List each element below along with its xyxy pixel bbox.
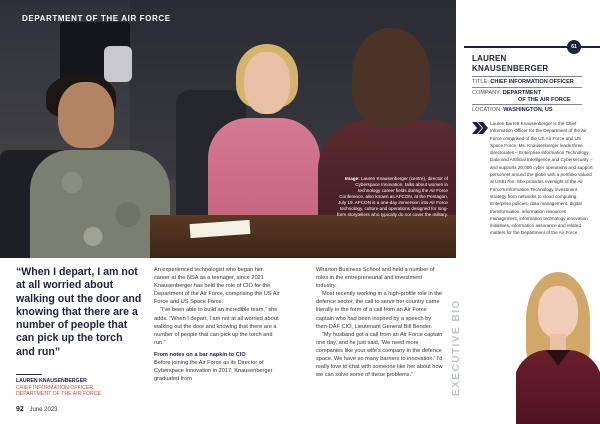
article-column-1: [154, 266, 280, 383]
caption-text: Lauren Knausenberger (centre), director of Cyberspace Innovation, talks about women in technology career fields during the Air Force Conference, also known as AFCON, at the Pentagon, July 19. AFCON is a one-day immersion into Air Force technology, culture and operations designed for long-form storytellers who typically do not cover the military.: [337, 176, 448, 217]
profile-bio: Lauren Barrett Knausenberger is the Chief Information Officer for the Department of the Air Force comprised of the US Air Force and US Space Force. Ms. Knausenberger leads three directorates – Enterprise Information Technology, Data and Artificial Intelligence and Cybersecurity – and supports 20,000 cyber operations and support personnel around the globe with a portfolio valued at US$17bn. She provides oversight of the Air Force's Information Technology investment strategy from networks to cloud computing. Enterprise policies, data management, digital transformation, information resources management, information technology innovation initiatives, information assurance and related matters for the Department of the Air Force.: [490, 121, 593, 236]
article-paragraph: Before joining the Air Force as its Director of Cyberspace Innovation in 2017, Knausenberger graduated from: [154, 360, 273, 383]
quote-attribution: [16, 378, 144, 398]
page-footer: [16, 406, 58, 413]
profile-company-row: [472, 87, 582, 104]
name-first: LAUREN: [472, 54, 507, 63]
location-value: WASHINGTON, US: [503, 107, 553, 113]
attribution-role-1: CHIEF INFORMATION OFFICER,: [16, 384, 95, 391]
caption-prefix: Image:: [344, 176, 360, 181]
quote-divider: [16, 374, 42, 375]
article-paragraph: An experienced technologist who began her career at the NSA as a teenager, since 2021 Knausenberger has held the role of CIO for the Department of the Air Force, comprising the US Air Force and US Space Force.: [154, 267, 280, 306]
title-key: TITLE:: [472, 79, 489, 85]
article-paragraph: “My husband got a call from an Air Force captain one day, and he just said, 'We need more companies like your wife's company in the defence space. We have so many barriers to innovation.' I'd really love to chat with someone like her about how we can solve some of these problems.”: [316, 331, 443, 379]
article-paragraph: “I've been able to build an incredible team,” she adds. “When I depart, I am not at all worried about walking out the door and knowing that there are a number of people that can pick up the torch and run.”: [154, 307, 279, 346]
company-value: DEPARTMENT: [502, 90, 542, 96]
location-key: LOCATION:: [472, 107, 502, 113]
profile-location-row: [472, 104, 582, 114]
photo-man-head: [352, 28, 430, 128]
hero-photo: [0, 0, 456, 258]
company-value-2: OF THE AIR FORCE: [518, 97, 571, 103]
photo-speaker-face: [244, 52, 290, 114]
article-column-2: [316, 266, 444, 379]
photo-microphone: [104, 46, 132, 82]
photo-caption: [336, 176, 448, 218]
attribution-name: LAUREN KNAUSENBERGER: [16, 378, 87, 384]
photo-speaker-jacket: [208, 118, 320, 228]
company-key: COMPANY:: [472, 90, 502, 96]
title-value: CHIEF INFORMATION OFFICER: [490, 79, 574, 85]
name-last: KNAUSENBERGER: [472, 63, 549, 73]
executive-portrait: [516, 268, 600, 424]
page-number: 92: [16, 406, 24, 413]
page-badge: 61: [567, 40, 581, 54]
profile-title-row: [472, 76, 582, 86]
photo-soldier-head: [58, 82, 114, 148]
issue-date: June 2023: [29, 407, 58, 413]
attribution-role-2: DEPARTMENT OF THE AIR FORCE: [16, 391, 101, 397]
photo-soldier-uniform: [30, 150, 170, 258]
article-subheading: From notes on a bar napkin to CIO: [154, 351, 246, 358]
chevron-right-icon: [472, 122, 488, 134]
portrait-face: [538, 286, 578, 338]
section-label: DEPARTMENT OF THE AIR FORCE: [22, 14, 171, 23]
pull-quote: “When I depart, I am not at all worried about walking out the door and knowing that there are a number of people that can pick up the torch and run”: [16, 266, 142, 358]
executive-bio-label: EXECUTIVE BIO: [451, 299, 462, 396]
article-paragraph: Most recently working in a high-profile role in the defence sector, the call to serve her country came literally in the form of a call from an Air Force captain who had been inspired by a speech by then-DAF CIO, Lieutenant General Bill Bender.: [316, 291, 443, 330]
profile-name: [472, 54, 582, 73]
article-paragraph: Wharton Business School and held a number of roles in the entrepreneurial and investment industry.: [316, 267, 435, 290]
